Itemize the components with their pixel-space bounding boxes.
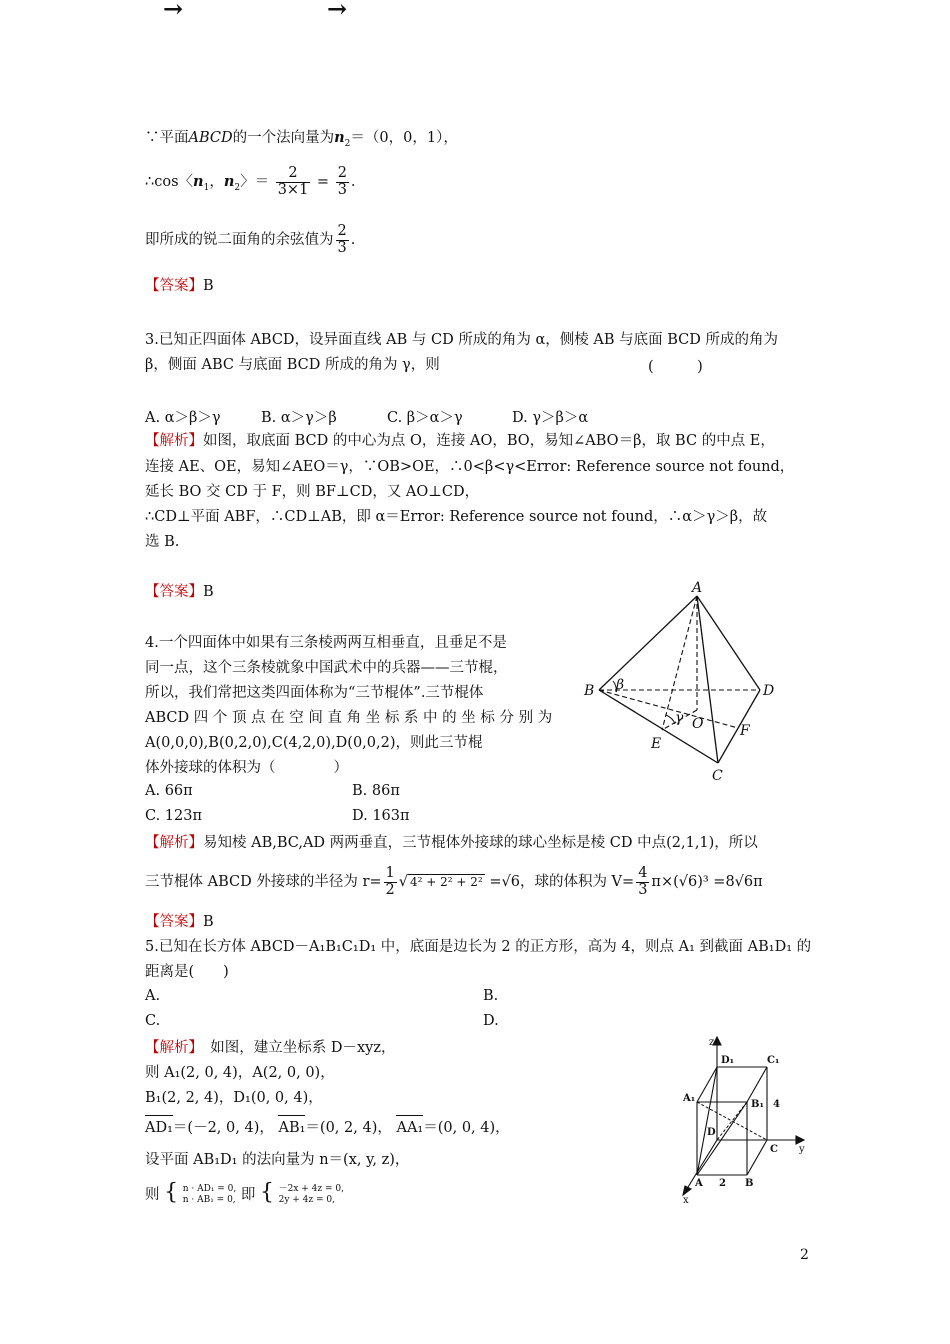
x-arrow: [683, 1186, 691, 1195]
label-o: O: [692, 716, 704, 732]
label-d: D: [763, 683, 775, 699]
answer-line-3: [145, 912, 214, 932]
sqrt-symbol: √: [398, 874, 409, 890]
answer-line-2: [145, 582, 214, 602]
label-a: A: [692, 580, 703, 596]
tetrahedron-figure: [580, 580, 795, 785]
radicand: 4² + 2² + 2²: [410, 875, 483, 889]
label-beta: β: [616, 677, 625, 693]
answer-line-1: [145, 276, 214, 296]
answer-value: B: [203, 584, 214, 600]
edge-ab: [599, 596, 697, 690]
label-c: C: [770, 1144, 778, 1155]
arrow-icon-2: →: [327, 0, 348, 23]
q4-line-4: ABCD 四 个 顶 点 在 空 间 直 角 坐 标 系 中 的 坐 标 分 别 为: [145, 710, 553, 726]
text: 如图，取底面 BCD 的中心为点 O，连接 AO，BO，易知∠ABO＝β，取 BC 的中点 E，: [203, 433, 775, 449]
answer-tag: 【答案】: [145, 278, 203, 294]
fraction: $\frac{2}{3\times 1}$: [277, 165, 309, 198]
answer-value: B: [203, 278, 214, 294]
q5-option-a: A.: [145, 988, 161, 1004]
q4-option-c: C. 123π: [145, 808, 203, 824]
text: π×(√6)³ =8√6π: [651, 874, 763, 890]
label-d: D: [707, 1127, 716, 1138]
text: 则: [145, 1187, 160, 1203]
vector-ad1: AD₁: [145, 1120, 173, 1136]
cuboid-figure: [675, 1035, 815, 1205]
q4-line-3: 所以，我们常把这类四面体称为“三节棍体”.三节棍体: [145, 685, 484, 701]
text: ，: [209, 174, 224, 190]
text: 三节棍体 ABCD 外接球的半径为 r=: [145, 874, 382, 890]
text: 2: [344, 138, 351, 149]
line-ab1: [697, 1102, 747, 1175]
q4-analysis-2: [145, 860, 763, 904]
fraction: $\frac{2}{3}$: [337, 223, 347, 256]
result-line: [145, 218, 355, 262]
q5-line-1: 5.已知在长方体 ABCD－A₁B₁C₁D₁ 中，底面是边长为 2 的正方形，高为 4，则点 A₁ 到截面 AB₁D₁ 的: [145, 939, 812, 955]
line-bf: [599, 690, 738, 728]
analysis-tag: 【解析】: [145, 835, 203, 851]
text: ，球的体积为 V=: [519, 874, 635, 890]
q4-analysis-1: [145, 833, 758, 853]
vector-aa1: AA₁: [396, 1120, 424, 1136]
label-gamma: γ: [675, 710, 684, 726]
q3-analysis-5: 选 B.: [145, 534, 180, 550]
label-b1: B₁: [751, 1099, 764, 1110]
brace: {: [260, 1180, 274, 1205]
label-f: F: [740, 723, 750, 739]
label-width-2: 2: [719, 1178, 726, 1189]
angle-gamma-arc: [666, 715, 675, 724]
label-c1: C₁: [767, 1055, 780, 1066]
label-height-4: 4: [773, 1099, 780, 1110]
text: 2: [234, 182, 241, 193]
q3-option-c: C. β＞α＞γ: [387, 410, 463, 426]
text: ＝(0, 2, 4)，: [305, 1120, 392, 1136]
equation-system-1: n · AD₁ = 0, n · AB₁ = 0,: [182, 1184, 237, 1205]
q3-analysis-2: 连接 AE、OE，易知∠AEO＝γ，∵OB>OE，∴0<β<γ<Error: Reference source not found，: [145, 459, 795, 475]
text: ＝（0，0，1），: [350, 130, 458, 146]
text: n: [193, 173, 204, 190]
q3-line-1: 3.已知正四面体 ABCD，设异面直线 AB 与 CD 所成的角为 α，侧棱 AB 与底面 BCD 所成的角为: [145, 332, 778, 348]
q3-analysis-4: ∴CD⊥平面 ABF，∴CD⊥AB，即 α＝Error: Reference source not found，∴α＞γ＞β，故: [145, 509, 768, 525]
q3-option-a: A. α＞β＞γ: [145, 410, 221, 426]
q5-option-b: B.: [483, 988, 499, 1004]
answer-tag: 【答案】: [145, 584, 203, 600]
label-d1: D₁: [721, 1055, 735, 1066]
label-c: C: [712, 768, 723, 784]
edge-c1b1: [747, 1067, 767, 1102]
q5-option-c: C.: [145, 1013, 161, 1029]
text: ∴cos〈: [145, 174, 194, 190]
q4-line-6: 体外接球的体积为（ ）: [145, 760, 348, 776]
brace: {: [164, 1180, 179, 1205]
equation-system-2: －2x + 4z = 0, 2y + 4z = 0,: [278, 1184, 344, 1205]
q5-option-d: D.: [483, 1013, 499, 1029]
text: ∵平面: [145, 130, 189, 146]
q4-line-2: 同一点，这个三条棱就象中国武术中的兵器——三节棍，: [145, 660, 508, 676]
diag-b1d: [717, 1102, 747, 1140]
fraction: $\frac{2}{3}$: [337, 165, 347, 198]
y-arrow: [796, 1136, 804, 1144]
text: 易知棱 AB,BC,AD 两两垂直，三节棍体外接球的球心坐标是棱 CD 中点(2,1,1)，所以: [203, 835, 758, 851]
q3-option-b: B. α＞γ＞β: [261, 410, 337, 426]
q5-vector-line: [145, 1118, 510, 1138]
q3-analysis-3: 延长 BO 交 CD 于 F，则 BF⊥CD，又 AO⊥CD，: [145, 484, 480, 500]
text: 〉＝: [240, 174, 270, 190]
text: 如图，建立坐标系 D－xyz，: [195, 1040, 396, 1056]
line-ad1: [697, 1067, 717, 1175]
q3-option-d: D. γ＞β＞α: [512, 410, 589, 426]
label-b: B: [584, 683, 595, 699]
label-a1: A₁: [683, 1093, 696, 1104]
edge-bc: [747, 1140, 767, 1175]
label-b: B: [745, 1178, 754, 1189]
text: n: [334, 129, 345, 146]
q4-option-a: A. 66π: [145, 783, 193, 799]
answer-tag: 【答案】: [145, 914, 203, 930]
q4-line-1: 4.一个四面体中如果有三条棱两两互相垂直，且垂足不是: [145, 635, 507, 651]
normal-vector-line: [145, 128, 458, 154]
text: 的一个法向量为: [232, 130, 335, 146]
label-y: y: [799, 1144, 805, 1155]
text: ＝(－2, 0, 4)，: [172, 1120, 274, 1136]
text: =√6: [489, 874, 520, 890]
edge-dc: [718, 690, 760, 763]
q5-analysis-6: [145, 1176, 344, 1212]
text: .: [350, 174, 356, 190]
q3-line-2: β，侧面 ABC 与底面 BCD 所成的角为 γ，则: [145, 357, 440, 373]
edge-ac: [697, 596, 718, 763]
q4-option-d: D. 163π: [352, 808, 410, 824]
analysis-tag: 【解析】: [145, 433, 203, 449]
vector-ab1: AB₁: [278, 1120, 306, 1136]
text: =: [316, 174, 330, 190]
text: 即: [240, 1187, 256, 1203]
analysis-tag: 【解析】: [145, 1040, 196, 1056]
q4-line-5: A(0,0,0),B(0,2,0),C(4,2,0),D(0,0,2)，则此三节棍: [145, 735, 483, 751]
text: .: [350, 232, 356, 248]
q3-answer-paren: ( ): [648, 359, 703, 375]
q5-line-2: 距离是( ): [145, 964, 229, 980]
fraction: $\frac{4}{3}$: [638, 865, 648, 898]
text: 即所成的锐二面角的余弦值为: [145, 232, 334, 248]
text: 1: [203, 182, 210, 193]
q5-analysis-1: [145, 1038, 396, 1058]
answer-value: B: [203, 914, 214, 930]
q4-option-b: B. 86π: [352, 783, 400, 799]
fraction: $\frac{1}{2}$: [385, 865, 395, 898]
label-x: x: [683, 1195, 689, 1205]
text: n: [223, 173, 235, 190]
text: ABCD: [188, 130, 233, 146]
q5-analysis-3: B₁(2, 2, 4)，D₁(0, 0, 4)，: [145, 1090, 323, 1106]
q3-analysis-1: [145, 431, 775, 451]
page-number: 2: [800, 1247, 809, 1263]
label-e: E: [651, 736, 662, 752]
label-a: A: [695, 1178, 703, 1189]
text: ＝(0, 0, 4)，: [423, 1120, 510, 1136]
cos-formula-line: [145, 160, 356, 210]
q5-analysis-2: 则 A₁(2, 0, 4)，A(2, 0, 0)，: [145, 1065, 335, 1081]
q5-analysis-5: 设平面 AB₁D₁ 的法向量为 n＝(x, y, z)，: [145, 1152, 410, 1168]
arrow-icon-1: →: [163, 0, 184, 23]
label-z: z: [709, 1037, 715, 1048]
